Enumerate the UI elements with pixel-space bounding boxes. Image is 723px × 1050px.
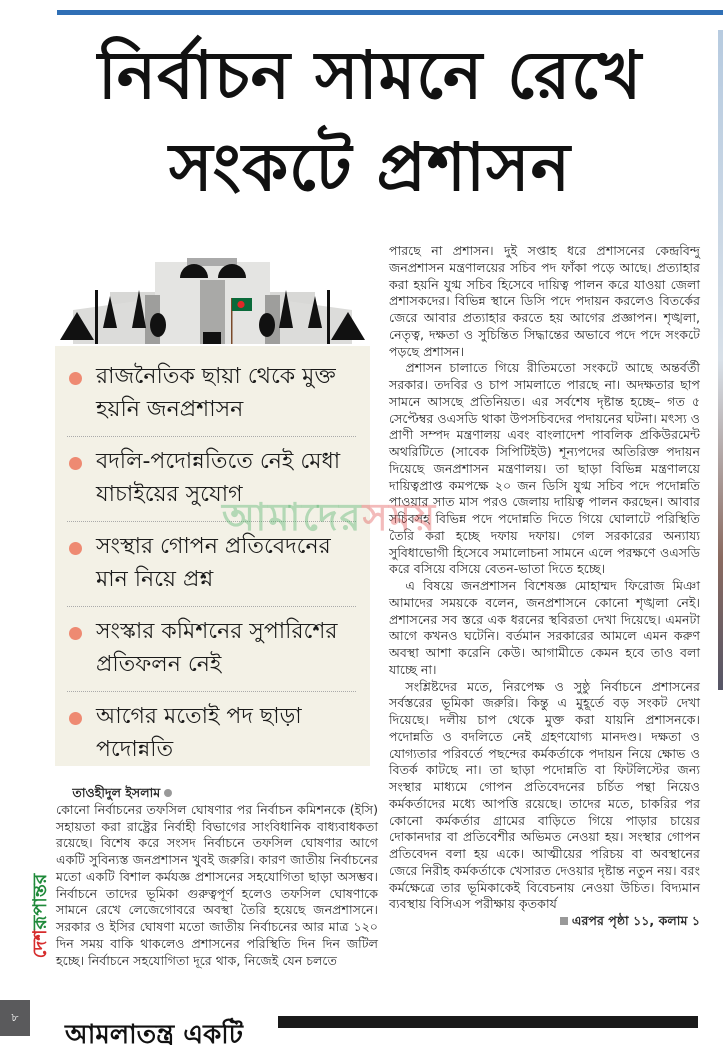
article-paragraph: এ বিষয়ে জনপ্রশাসন বিশেষজ্ঞ মোহাম্মদ ফিরোজ মিঞা আমাদের সময়কে বলেন, জনপ্রশাসনে কোনো শৃঙ্খলা নেই। প্রশাসনের সব স্তরে এক ধরনের স্থবিরতা দেখা দিয়েছে। এমনটা আগে কখনও ঘটেনি। বর্তমান সরকারের আমলে এমন করুণ অবস্থা আশা করেনি কেউ। আগামীতে কেমন হবে তাও বলা যাচ্ছে না। xyxy=(389,578,700,677)
parliament-building-illustration xyxy=(55,240,370,348)
page-number-tab: ৮ xyxy=(0,1000,30,1036)
bullet-dot-icon xyxy=(69,627,82,640)
highlight-item: সংস্কার কমিশনের সুপারিশের প্রতিফলন নেই xyxy=(67,607,356,692)
headline-line-1: নির্বাচন সামনে রেখে xyxy=(97,37,643,114)
article-paragraph: সংশ্লিষ্টদের মতে, নিরপেক্ষ ও সুষ্ঠু নির্বাচনে প্রশাসনের সর্বস্তরের ভূমিকা জরুরি। কিন্তু এ মুহূর্তে বড় সংকট দেখা দিয়েছে। দলীয় চাপ থেকে মুক্ত করা যায়নি প্রশাসনকে। পদোন্নতি ও বদলিতে নেই গ্রহণযোগ্য মানদণ্ড। দক্ষতা ও যোগ্যতার পরিবর্তে পছন্দের কর্মকর্তাকে পদায়ন নিয়ে ক্ষোভ ও বিতর্ক কাটছে না। তা ছাড়া পদোন্নতি বা ফিটলিস্টের জন্য সংস্থার মাধ্যমে গোপন প্রতিবেদনের চর্চিত পন্থা নিয়েও কর্মকর্তাদের মধ্যে আপত্তি রয়েছে। তাদের মতে, চাকরির পর কোনো কর্মকর্তার গ্রামের বাড়িতে গিয়ে পাড়ার চায়ের দোকানদার বা প্রতিবেশীর অভিমত নেওয়া হয়। সংস্থার গোপন প্রতিবেদন বলা হয় একে। আত্মীয়ের পরিচয় বা অবস্থানের জেরে নিরীহ কর্মকর্তাকে খেসারত দেওয়ার দৃষ্টান্ত নতুন নয়। বরং কর্মক্ষেত্রে তার ভূমিকাকেই বিবেচনায় নেওয়া উচিত। বিদ্যমান ব্যবস্থায় বিসিএস পরীক্ষায় কৃতকার্য এরপর পৃষ্ঠা ১১, কলাম ১ xyxy=(389,678,700,928)
byline: তাওহীদুল ইসলাম xyxy=(56,785,378,802)
next-article-headline: আমলাতন্ত্র একটি xyxy=(65,1020,243,1050)
watermark: আমাদেরসময় xyxy=(222,495,438,539)
highlight-item: রাজনৈতিক ছায়া থেকে মুক্ত হয়নি জনপ্রশাসন xyxy=(67,352,356,437)
highlight-item: সংস্থার গোপন প্রতিবেদনের মান নিয়ে প্রশ্ন xyxy=(67,522,356,607)
article-column-right xyxy=(389,243,700,930)
adjacent-page-strip xyxy=(718,30,723,690)
article-paragraph: প্রশাসন চালাতে গিয়ে রীতিমতো সংকটে আছে অন্তর্বর্তী সরকার। তদবির ও চাপ সামলাতে পারছে না। অদক্ষতার ছাপ সামনে আসছে প্রতিনিয়ত। এর সর্বশেষ দৃষ্টান্ত হচ্ছে– গত ৫ সেপ্টেম্বর ওএসডি থাকা উপসচিবদের পদায়নের ঘটনা। মৎস্য ও প্রাণী সম্পদ মন্ত্রণালয় এবং বাংলাদেশ পাবলিক প্রকিউরমেন্ট অথরিটিতে (সাবেক সিপিটিইউ) শূন্যপদের অতিরিক্ত পদায়ন দিয়েছে জনপ্রশাসন মন্ত্রণালয়। তা ছাড়া বিভিন্ন মন্ত্রণালয়ে দায়িত্বপ্রাপ্ত কমপক্ষে ২০ জন ডিসি যুগ্ম সচিব পদে পদোন্নতি পাওয়ার সাত মাস পরও জেলায় দায়িত্ব পালন করছেন। আবার সচিবসহ বিভিন্ন পদে পদোন্নতি দিতে গিয়ে ঘোলাটে পরিস্থিতি তৈরি করা হচ্ছে দফায় দফায়। গেল সরকারের অন্যায্য সুবিধাভোগী হিসেবে সমালোচনা সামনে এলে পরক্ষণে ওএসডি করে বসিয়ে বসিয়ে বেতন-ভাতা দিতে হচ্ছে। xyxy=(389,360,700,577)
highlights-box xyxy=(55,346,370,766)
square-icon xyxy=(560,917,568,925)
article-column-left xyxy=(56,785,378,969)
bullet-dot-icon xyxy=(69,372,82,385)
bullet-dot-icon xyxy=(69,542,82,555)
headline-line-2: সংকটে প্রশাসন xyxy=(168,129,572,206)
bullet-dot-icon xyxy=(69,457,82,470)
bullet-dot-icon xyxy=(69,712,82,725)
article-paragraph: কোনো নির্বাচনের তফসিল ঘোষণার পর নির্বাচন কমিশনকে (ইসি) সহায়তা করা রাষ্ট্রের নির্বাহী বিভাগের সাংবিধানিক বাধ্যবাধকতা রয়েছে। বিশেষ করে সংসদ নির্বাচনে তফসিল ঘোষণার আগে একটি সুবিন্যস্ত জনপ্রশাসন খুবই জরুরি। কারণ জাতীয় নির্বাচনের মতো একটি বিশাল কর্মযজ্ঞ প্রশাসনের সহযোগিতা ছাড়া অসম্ভব। নির্বাচনে তাদের ভূমিকা গুরুত্বপূর্ণ হলেও তফসিল ঘোষণাকে সামনে রেখে লেজেগোবরে অবস্থা তৈরি হয়েছে জনপ্রশাসনে। সরকার ও ইসির ঘোষণা মতো জাতীয় নির্বাচনের আর মাত্র ১২০ দিন সময় বাকি থাকলেও প্রশাসনের পরিস্থিতি দিন দিন জটিল হচ্ছে। নির্বাচনে সহযোগিতা দূরে থাক, নিজেই যেন চলতে xyxy=(56,801,378,968)
newspaper-logo: দেশরূপান্তর xyxy=(29,873,51,959)
highlight-item: বদলি-পদোন্নতিতে নেই মেধা যাচাইয়ের সুযোগ xyxy=(67,437,356,522)
headline xyxy=(40,30,700,214)
byline-dot-icon xyxy=(164,789,172,797)
section-divider-bar xyxy=(278,1016,698,1028)
highlight-item: আগের মতোই পদ ছাড়া পদোন্নতি xyxy=(67,692,356,776)
top-accent-rule xyxy=(57,10,723,15)
article-paragraph: পারছে না প্রশাসন। দুই সপ্তাহ ধরে প্রশাসনের কেন্দ্রবিন্দু জনপ্রশাসন মন্ত্রণালয়ের সচিব পদ ফাঁকা পড়ে আছে। প্রত্যাহার করা হয়নি যুগ্ম সচিব হিসেবে দায়িত্ব পালন করে যাওয়া জেলা প্রশাসকদের। বিভিন্ন স্থানে ডিসি পদে পদায়ন করলেও বিতর্কের জেরে আবার প্রত্যাহার করতে হয় আগের প্রজ্ঞাপন। শৃঙ্খলা, নেতৃত্ব, দক্ষতা ও সুচিন্তিত সিদ্ধান্তের অভাবে পদে পদে সংকটে পড়ছে প্রশাসন। xyxy=(389,243,700,359)
continuation-link[interactable]: এরপর পৃষ্ঠা ১১, কলাম ১ xyxy=(544,913,700,930)
